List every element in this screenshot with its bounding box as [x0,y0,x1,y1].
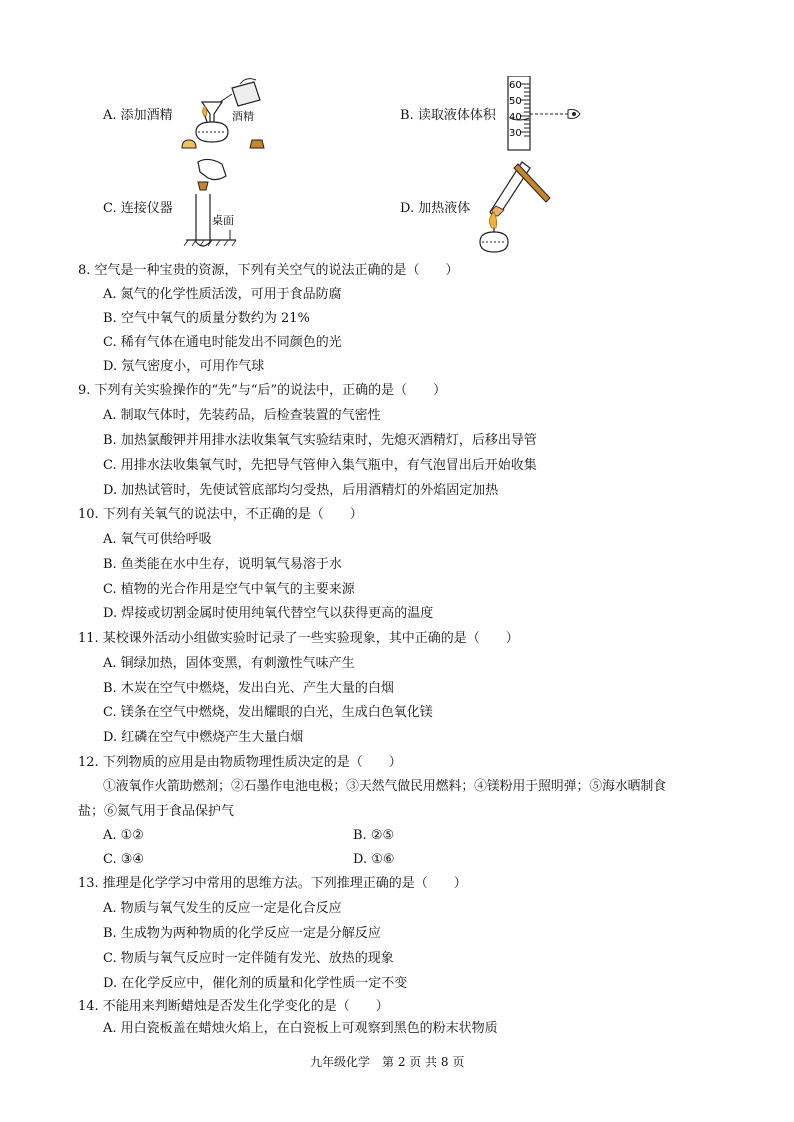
q12-stem: 12. 下列物质的应用是由物质物理性质决定的是（ ） [78,755,402,770]
scale-label-30: 30 [509,128,522,139]
q13-option-c: C. 物质与氧气反应时一定伴随有发光、放热的现象 [103,951,394,966]
q12-option-a: A. ①② [103,828,144,843]
q13-option-b: B. 生成物为两种物质的化学反应一定是分解反应 [103,926,381,941]
q8-option-d: D. 氖气密度小，可用作气球 [103,359,265,374]
q7-option-a: A. 添加酒精 [103,108,173,123]
q10-option-c: C. 植物的光合作用是空气中氧气的主要来源 [103,582,355,597]
q7-option-c: C. 连接仪器 [103,201,173,216]
heating-liquid-figure [474,158,558,254]
q14-stem: 14. 不能用来判断蜡烛是否发生化学变化的是（ ） [78,999,389,1014]
q7-option-d: D. 加热液体 [400,201,471,216]
q10-option-a: A. 氧气可供给呼吸 [103,532,212,547]
q13-option-d: D. 在化学反应中，催化剂的质量和化学性质一定不变 [103,976,408,991]
table-label: 桌面 [212,214,234,227]
alcohol-label: 酒精 [232,110,254,123]
q11-option-c: C. 镁条在空气中燃烧，发出耀眼的白光，生成白色氧化镁 [103,705,433,720]
scale-label-60: 60 [509,80,522,91]
q12-option-d: D. ①⑥ [353,852,395,867]
q8-stem: 8. 空气是一种宝贵的资源，下列有关空气的说法正确的是（ ） [78,263,459,278]
q8-option-b: B. 空气中氧气的质量分数约为 21% [103,311,310,326]
scale-label-50: 50 [509,96,522,107]
connect-apparatus-figure [178,158,252,254]
q9-option-a: A. 制取气体时，先装药品，后检查装置的气密性 [103,408,381,423]
q9-option-d: D. 加热试管时，先使试管底部均匀受热，后用酒精灯的外焰固定加热 [103,483,499,498]
q9-option-b: B. 加热氯酸钾并用排水法收集氧气实验结束时，先熄灭酒精灯，后移出导管 [103,433,537,448]
q7-option-b: B. 读取液体体积 [400,108,496,123]
q8-option-c: C. 稀有气体在通电时能发出不同颜色的光 [103,335,342,350]
q10-stem: 10. 下列有关氧气的说法中，不正确的是（ ） [78,507,363,522]
q12-option-c: C. ③④ [103,852,145,867]
alcohol-lamp-add-fuel-figure [180,78,270,154]
q8-option-a: A. 氮气的化学性质活泼，可用于食品防腐 [103,287,342,302]
q12-items-line1: ①液氧作火箭助燃剂；②石墨作电池电极；③天然气做民用燃料；④镁粉用于照明弹；⑤海水晒制食 [103,779,667,794]
q11-option-d: D. 红磷在空气中燃烧产生大量白烟 [103,730,304,745]
q13-option-a: A. 物质与氧气发生的反应一定是化合反应 [103,901,342,916]
q9-option-c: C. 用排水法收集氧气时，先把导气管伸入集气瓶中，有气泡冒出后开始收集 [103,458,537,473]
graduated-cylinder-reading-figure [494,76,584,152]
q11-option-b: B. 木炭在空气中燃烧，发出白光、产生大量的白烟 [103,681,394,696]
page-footer: 九年级化学 第 2 页 共 8 页 [310,1055,465,1069]
q12-option-b: B. ②⑤ [353,828,395,843]
scale-label-40: 40 [509,112,522,123]
q10-option-d: D. 焊接或切割金属时使用纯氧代替空气以获得更高的温度 [103,606,434,621]
q10-option-b: B. 鱼类能在水中生存，说明氧气易溶于水 [103,557,342,572]
q11-stem: 11. 某校课外活动小组做实验时记录了一些实验现象，其中正确的是（ ） [78,631,519,646]
q11-option-a: A. 铜绿加热，固体变黑，有刺激性气味产生 [103,656,355,671]
q14-option-a: A. 用白瓷板盖在蜡烛火焰上，在白瓷板上可观察到黑色的粉末状物质 [103,1021,498,1036]
q13-stem: 13. 推理是化学学习中常用的思维方法。下列推理正确的是（ ） [78,876,467,891]
q9-stem: 9. 下列有关实验操作的“先”与“后”的说法中，正确的是（ ） [78,383,447,398]
q12-items-line2: 盐；⑥氮气用于食品保护气 [78,804,235,819]
